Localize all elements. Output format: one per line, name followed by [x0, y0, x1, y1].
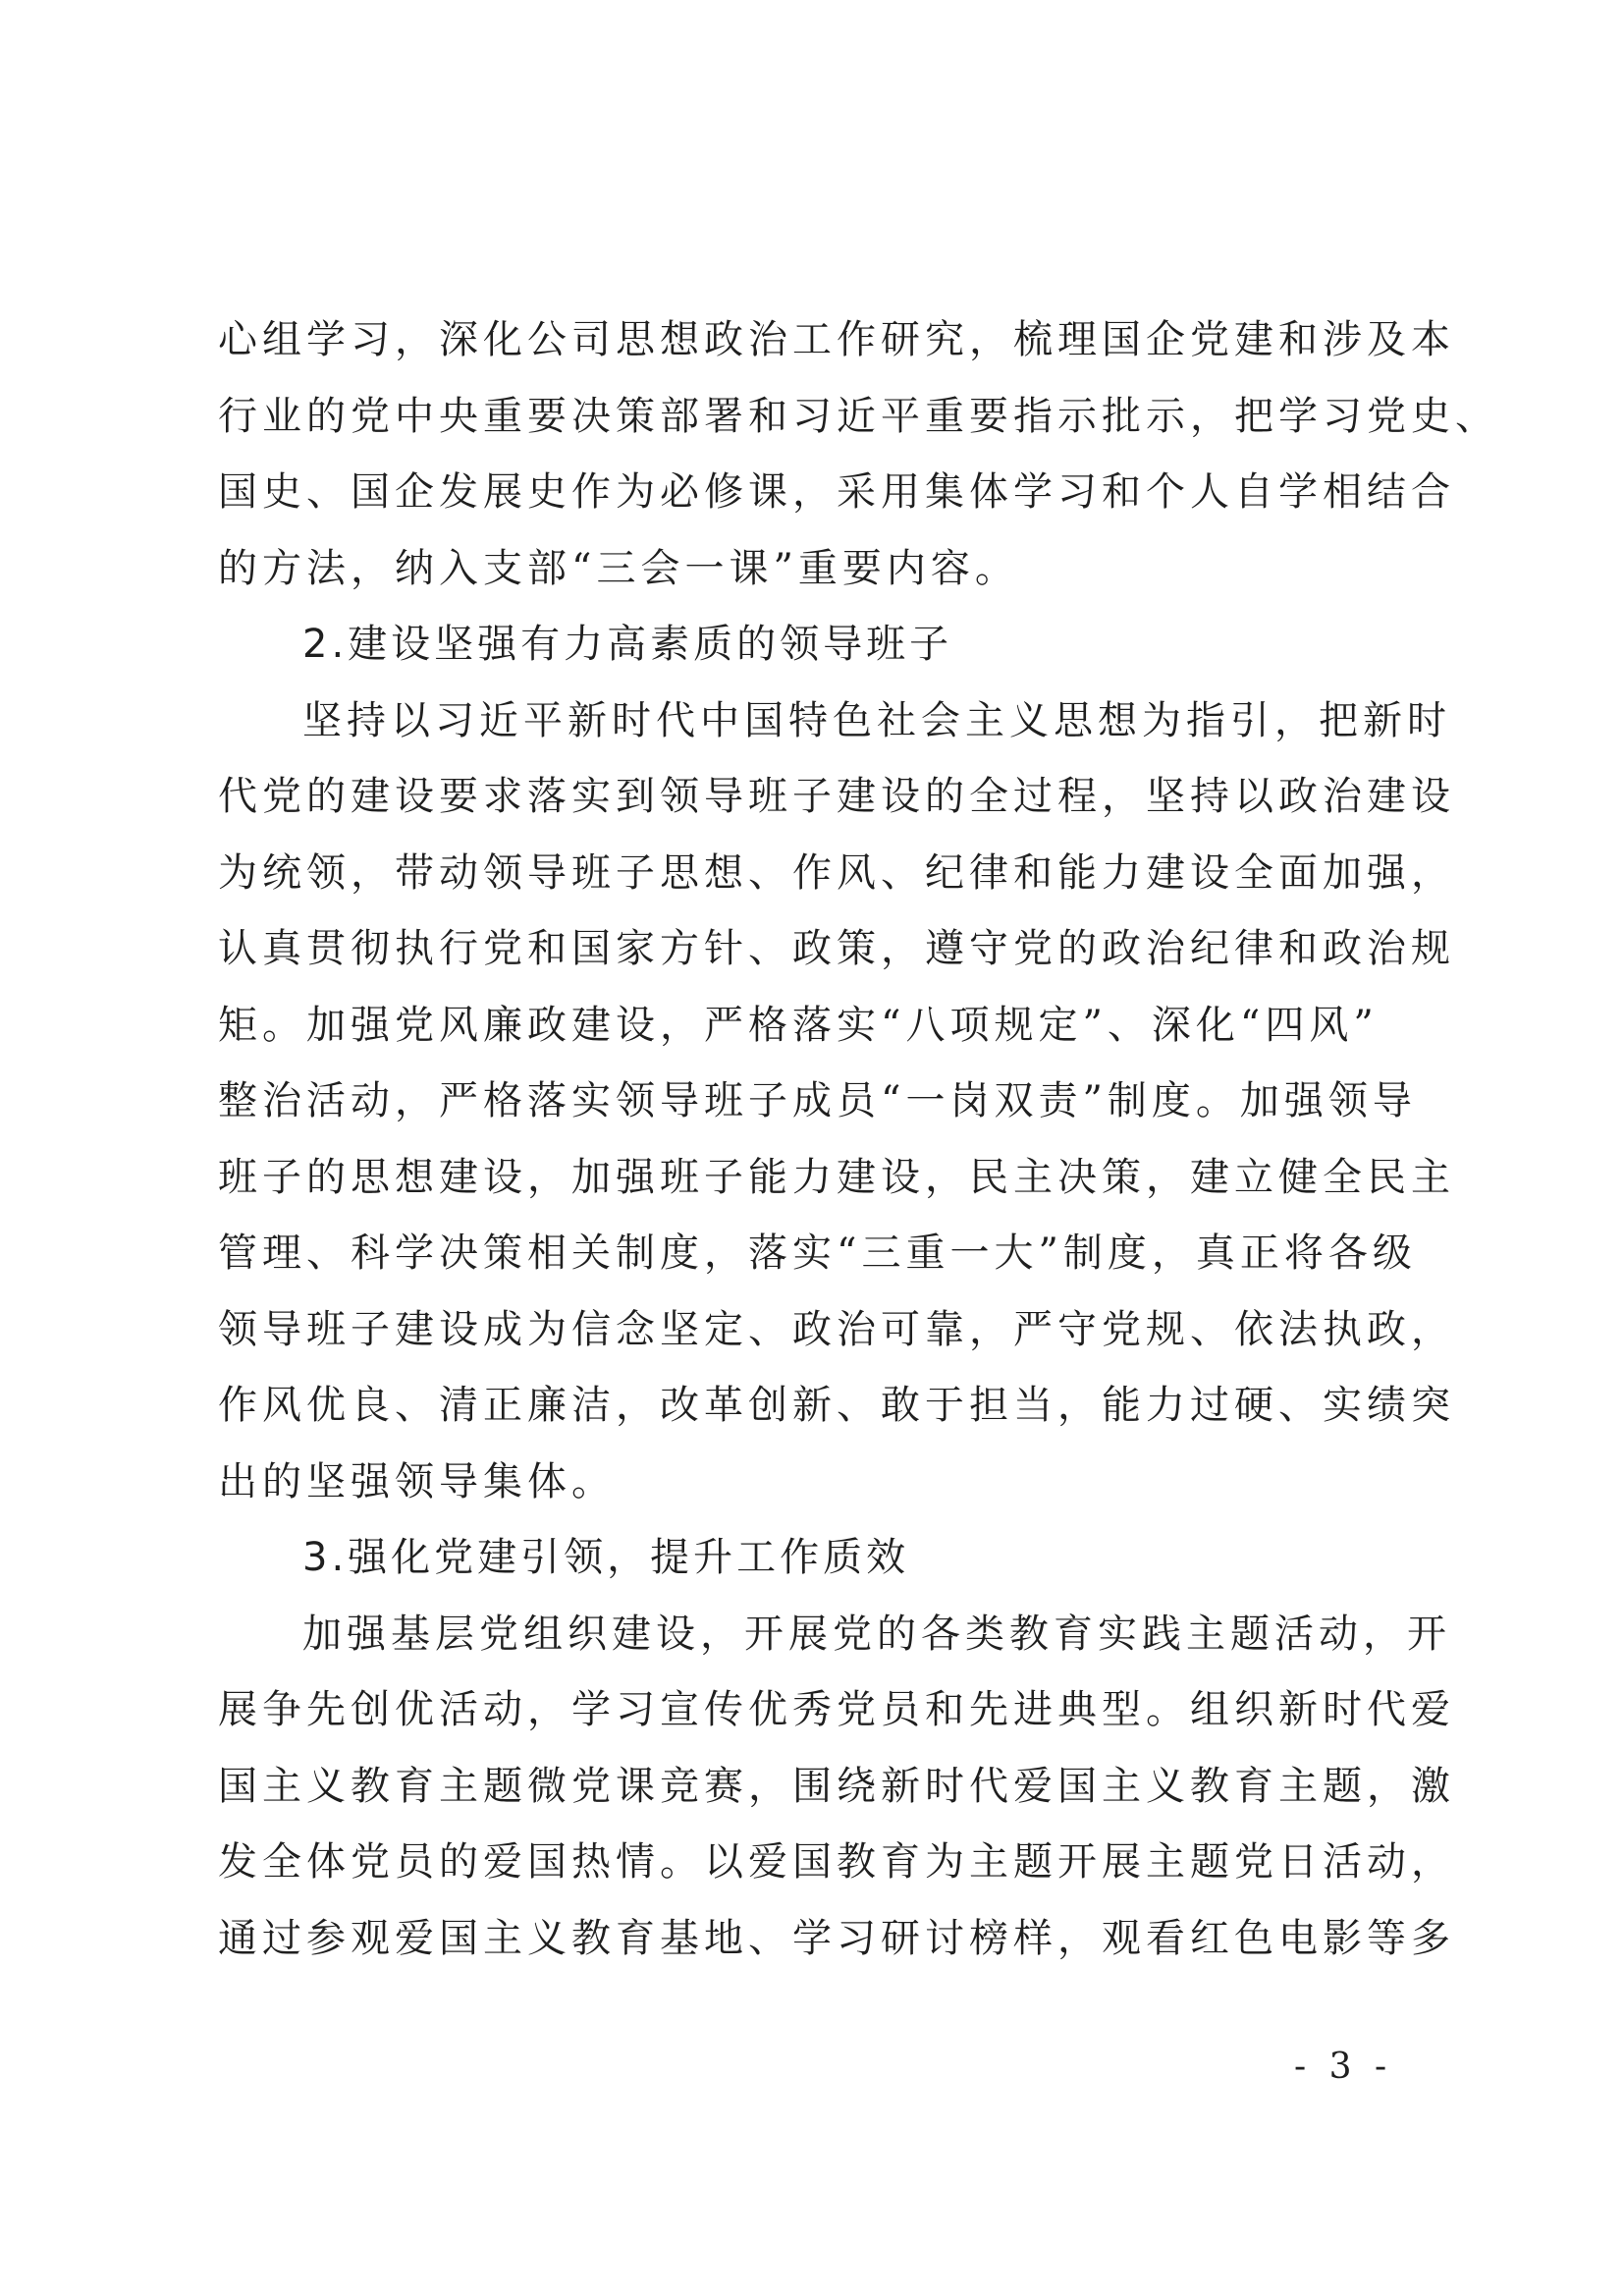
- text-line: 班子的思想建设，加强班子能力建设，民主决策，建立健全民主: [218, 1154, 1455, 1200]
- text-line: 国史、国企发展史作为必修课，采用集体学习和个人自学相结合: [218, 469, 1455, 515]
- text-line: 管理、科学决策相关制度，落实“三重一大”制度，真正将各级: [218, 1230, 1417, 1276]
- text-line: 认真贯彻执行党和国家方针、政策，遵守党的政治纪律和政治规: [218, 926, 1455, 971]
- text-line: 发全体党员的爱国热情。以爱国教育为主题开展主题党日活动，: [218, 1839, 1455, 1885]
- section-heading-3: 3.强化党建引领，提升工作质效: [302, 1535, 910, 1580]
- text-line: 作风优良、清正廉洁，改革创新、敢于担当，能力过硬、实绩突: [218, 1383, 1455, 1428]
- text-line: 的方法，纳入支部“三会一课”重要内容。: [218, 545, 1019, 591]
- text-line: 心组学习，深化公司思想政治工作研究，梳理国企党建和涉及本: [218, 317, 1455, 362]
- paragraph-first-line: 坚持以习近平新时代中国特色社会主义思想为指引，把新时: [302, 697, 1451, 743]
- text-line: 代党的建设要求落实到领导班子建设的全过程，坚持以政治建设: [218, 774, 1455, 819]
- text-line: 出的坚强领导集体。: [218, 1458, 616, 1504]
- paragraph-first-line: 加强基层党组织建设，开展党的各类教育实践主题活动，开: [302, 1611, 1451, 1657]
- text-line: 为统领，带动领导班子思想、作风、纪律和能力建设全面加强，: [218, 849, 1455, 896]
- document-body: [218, 302, 1499, 1977]
- text-line: 国主义教育主题微党课竞赛，围绕新时代爱国主义教育主题，激: [218, 1763, 1455, 1809]
- text-line: 矩。加强党风廉政建设，严格落实“八项规定”、深化“四风”: [218, 1002, 1379, 1048]
- text-line: 领导班子建设成为信念坚定、政治可靠，严守党规、依法执政，: [218, 1306, 1455, 1352]
- page-number: - 3 -: [1294, 2047, 1393, 2087]
- text-line: 行业的党中央重要决策部署和习近平重要指示批示，把学习党史、: [218, 393, 1499, 439]
- text-line: 通过参观爱国主义教育基地、学习研讨榜样，观看红色电影等多: [218, 1915, 1455, 1961]
- section-heading-2: 2.建设坚强有力高素质的领导班子: [302, 622, 953, 667]
- text-line: 展争先创优活动，学习宣传优秀党员和先进典型。组织新时代爱: [218, 1687, 1455, 1732]
- text-line: 整治活动，严格落实领导班子成员“一岗双责”制度。加强领导: [218, 1078, 1417, 1123]
